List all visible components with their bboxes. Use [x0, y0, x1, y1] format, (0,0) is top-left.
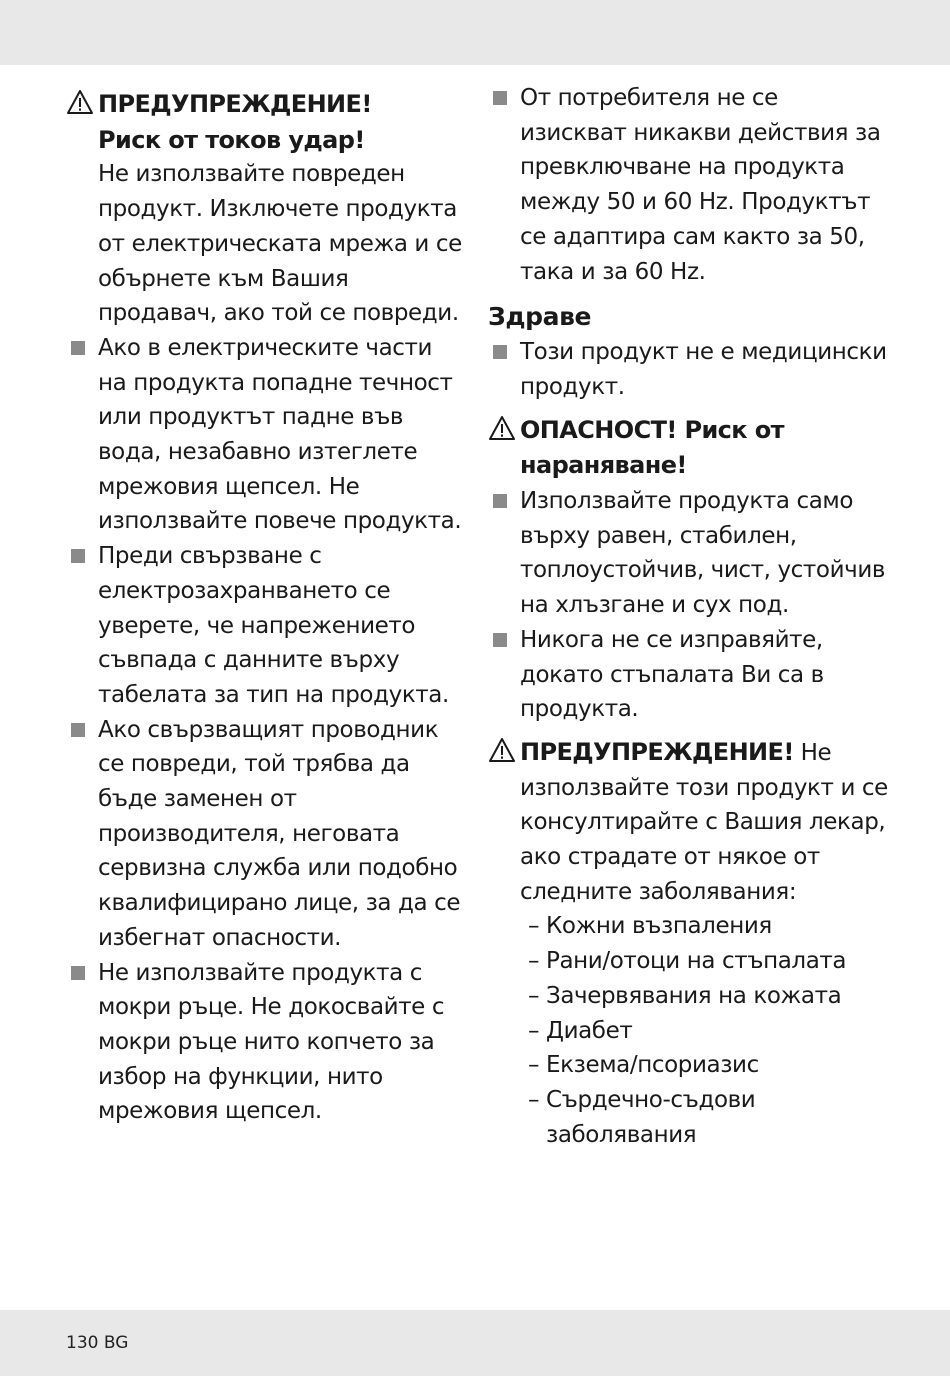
dash-bullet-icon: – [528, 948, 540, 975]
list-item [488, 623, 888, 727]
dash-bullet-icon: – [528, 1086, 540, 1113]
square-bullet-icon [493, 494, 507, 508]
list-item [520, 1048, 888, 1083]
list-item-text: Ако свързващият проводник се повреди, той трябва да бъде заменен от производителя, неговата сервизна служба или подобно квалифицирано лице, за да се избегнат опасности. [98, 716, 461, 951]
list-item [488, 335, 888, 404]
dash-bullet-icon: – [528, 982, 540, 1009]
list-item [66, 331, 466, 539]
condition-text: Зачервявания на кожата [546, 982, 842, 1009]
list-item [520, 944, 888, 979]
condition-text: Диабет [546, 1017, 633, 1044]
list-item [488, 81, 888, 289]
left-column [66, 81, 466, 1129]
footer-band [0, 1310, 950, 1376]
section-heading-health: Здраве [488, 302, 592, 332]
warning-title: ПРЕДУПРЕЖДЕНИЕ! [520, 737, 794, 766]
warning-triangle-icon [66, 89, 94, 115]
dash-bullet-icon: – [528, 1017, 540, 1044]
condition-text: Рани/отоци на стъпалата [546, 948, 847, 975]
warning-electric-shock [66, 87, 466, 331]
list-item [66, 956, 466, 1130]
condition-text: Екзема/псориазис [546, 1052, 759, 1079]
list-item-text: Използвайте продукта само върху равен, стабилен, топлоустойчив, чист, устойчив на хлъзгане и сух под. [520, 488, 886, 619]
list-item [520, 1014, 888, 1049]
list-item-text: Не използвайте продукта с мокри ръце. Не докосвайте с мокри ръце нито копчето за избор на функции, нито мрежовия щепсел. [98, 959, 445, 1125]
header-band [0, 0, 950, 65]
list-item-text: Ако в електрическите части на продукта попадне течност или продуктът падне във вода, незабавно изтеглете мрежовия щепсел. Не използвайте повече продукта. [98, 334, 462, 535]
warning-health [488, 735, 888, 910]
list-item [520, 1083, 888, 1152]
square-bullet-icon [71, 966, 85, 980]
square-bullet-icon [493, 345, 507, 359]
dash-bullet-icon: – [528, 913, 540, 940]
list-item [66, 713, 466, 956]
warning-triangle-icon [488, 415, 516, 441]
list-item [66, 539, 466, 713]
page-number: 130 BG [66, 1333, 129, 1353]
conditions-list [488, 909, 888, 1152]
warning-subtitle: Риск от токов удар! [98, 125, 365, 154]
danger-injury [488, 413, 888, 484]
list-item-text: Преди свързване с електрозахранването се уверете, че напрежението съвпада с данните върху табелата за тип на продукта. [98, 543, 449, 708]
square-bullet-icon [71, 723, 85, 737]
condition-text: Сърдечно-съдови заболявания [546, 1086, 756, 1148]
danger-title: ОПАСНОСТ! Риск от нараняване! [520, 415, 784, 480]
list-item-text: Този продукт не е медицински продукт. [520, 339, 887, 400]
square-bullet-icon [493, 91, 507, 105]
square-bullet-icon [71, 341, 85, 355]
list-item [520, 909, 888, 944]
list-item [488, 484, 888, 623]
warning-text: Не използвайте този продукт и се консултирайте с Вашия лекар, ако страдате от някое от следните заболявания: [520, 739, 888, 905]
list-item-text: Никога не се изправяйте, докато стъпалата Ви са в продукта. [520, 626, 824, 723]
condition-text: Кожни възпаления [546, 913, 772, 940]
list-item-text: От потребителя не се изискват никакви действия за превключване на продукта между 50 и 60 Hz. Продуктът се адаптира сам както за 50, така и за 60 Hz. [520, 85, 881, 285]
square-bullet-icon [71, 549, 85, 563]
square-bullet-icon [493, 633, 507, 647]
list-item [520, 979, 888, 1014]
right-column [488, 81, 888, 1152]
warning-text: Не използвайте повреден продукт. Изключете продукта от електрическата мрежа и се обърнете към Вашия продавач, ако той се повреди. [98, 161, 462, 327]
warning-title: ПРЕДУПРЕЖДЕНИЕ! [98, 90, 372, 118]
dash-bullet-icon: – [528, 1052, 540, 1079]
warning-triangle-icon [488, 737, 516, 763]
